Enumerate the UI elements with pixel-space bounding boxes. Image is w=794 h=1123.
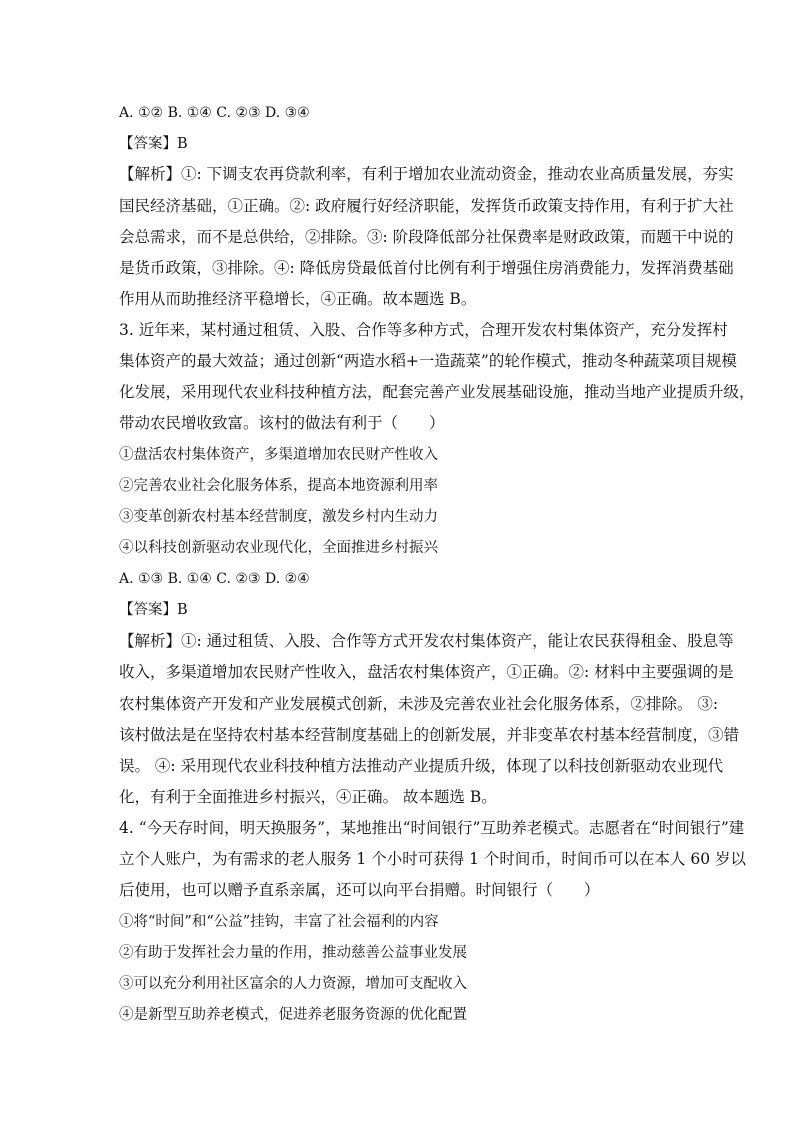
- q3-analysis-line: 农村集体资产开发和产业发展模式创新，未涉及完善农业社会化服务体系，②排除。 ③:: [119, 695, 719, 713]
- q3-stem-line: 化发展，采用现代农业科技种植方法，配套完善产业发展基础设施，推动当地产业提质升级，: [119, 383, 755, 401]
- q2-analysis-line: 会总需求，而不是总供给，②排除。③: 阶段降低部分社保费率是财政政策，而题干中说的: [119, 228, 734, 246]
- q3-stem-line: 带动农民增收致富。该村的做法有利于（ ）: [119, 414, 445, 432]
- q2-analysis-line: 国民经济基础，①正确。②: 政府履行好经济职能，发挥货币政策支持作用，有利于扩大社: [119, 197, 734, 215]
- q3-choice: ④以科技创新驱动农业现代化，全面推进乡村振兴: [119, 540, 438, 556]
- q3-analysis-line: 化，有利于全面推进乡村振兴，④正确。 故本题选 B。: [119, 788, 497, 806]
- q3-analysis-line: 【解析】①: 通过租赁、入股、合作等方式开发农村集体资产，能让农民获得租金、股息等: [119, 632, 734, 650]
- q3-stem-line: 3. 近年来，某村通过租赁、入股、合作等多种方式，合理开发农村集体资产，充分发挥村: [119, 321, 728, 339]
- q3-stem-line: 集体资产的最大效益；通过创新“两造水稻+一造蔬菜”的轮作模式，推动冬种蔬菜项目规模: [119, 352, 737, 370]
- q4-stem-line: 4. “今天存时间，明天换服务”，某地推出“时间银行”互助养老模式。志愿者在“时间银行”建: [119, 819, 745, 837]
- q3-options: A. ①③ B. ①④ C. ②③ D. ②④: [119, 571, 310, 587]
- q2-options: A. ①② B. ①④ C. ②③ D. ③④: [119, 105, 310, 121]
- q4-choice: ③可以充分利用社区富余的人力资源，增加可支配收入: [119, 976, 467, 992]
- q3-choice: ②完善农业社会化服务体系，提高本地资源利用率: [119, 478, 438, 494]
- q4-stem-line: 立个人账户，为有需求的老人服务 1 个小时可获得 1 个时间币，时间币可以在本人 60 岁以: [119, 850, 747, 868]
- q2-analysis-line: 是货币政策，③排除。④: 降低房贷最低首付比例有利于增强住房消费能力，发挥消费基础: [119, 259, 734, 277]
- q4-stem-line: 后使用，也可以赠予直系亲属，还可以向平台捐赠。时间银行（ ）: [119, 881, 600, 899]
- q2-analysis-line: 【解析】①: 下调支农再贷款利率，有利于增加农业流动资金，推动农业高质量发展，夯实: [119, 165, 734, 183]
- q4-choice: ②有助于发挥社会力量的作用，推动慈善公益事业发展: [119, 945, 467, 961]
- q3-analysis-line: 该村做法是在坚持农村基本经营制度基础上的创新发展，并非变革农村基本经营制度，③错: [119, 726, 740, 744]
- q3-choice: ①盘活农村集体资产，多渠道增加农民财产性收入: [119, 447, 438, 463]
- q4-choice: ①将“时间”和“公益”挂钩，丰富了社会福利的内容: [119, 914, 439, 930]
- q3-choice: ③变革创新农村基本经营制度，激发乡村内生动力: [119, 509, 438, 525]
- q3-analysis-line: 收入，多渠道增加农民财产性收入，盘活农村集体资产，①正确。②: 材料中主要强调的是: [119, 663, 734, 681]
- q3-analysis-line: 误。 ④: 采用现代农业科技种植方法推动产业提质升级，体现了以科技创新驱动农业现代: [119, 757, 724, 775]
- q3-answer: 【答案】B: [119, 602, 188, 618]
- q2-answer: 【答案】B: [119, 136, 188, 152]
- q2-analysis-line: 作用从而助推经济平稳增长，④正确。故本题选 B。: [119, 290, 477, 308]
- q4-choice: ④是新型互助养老模式，促进养老服务资源的优化配置: [119, 1007, 467, 1023]
